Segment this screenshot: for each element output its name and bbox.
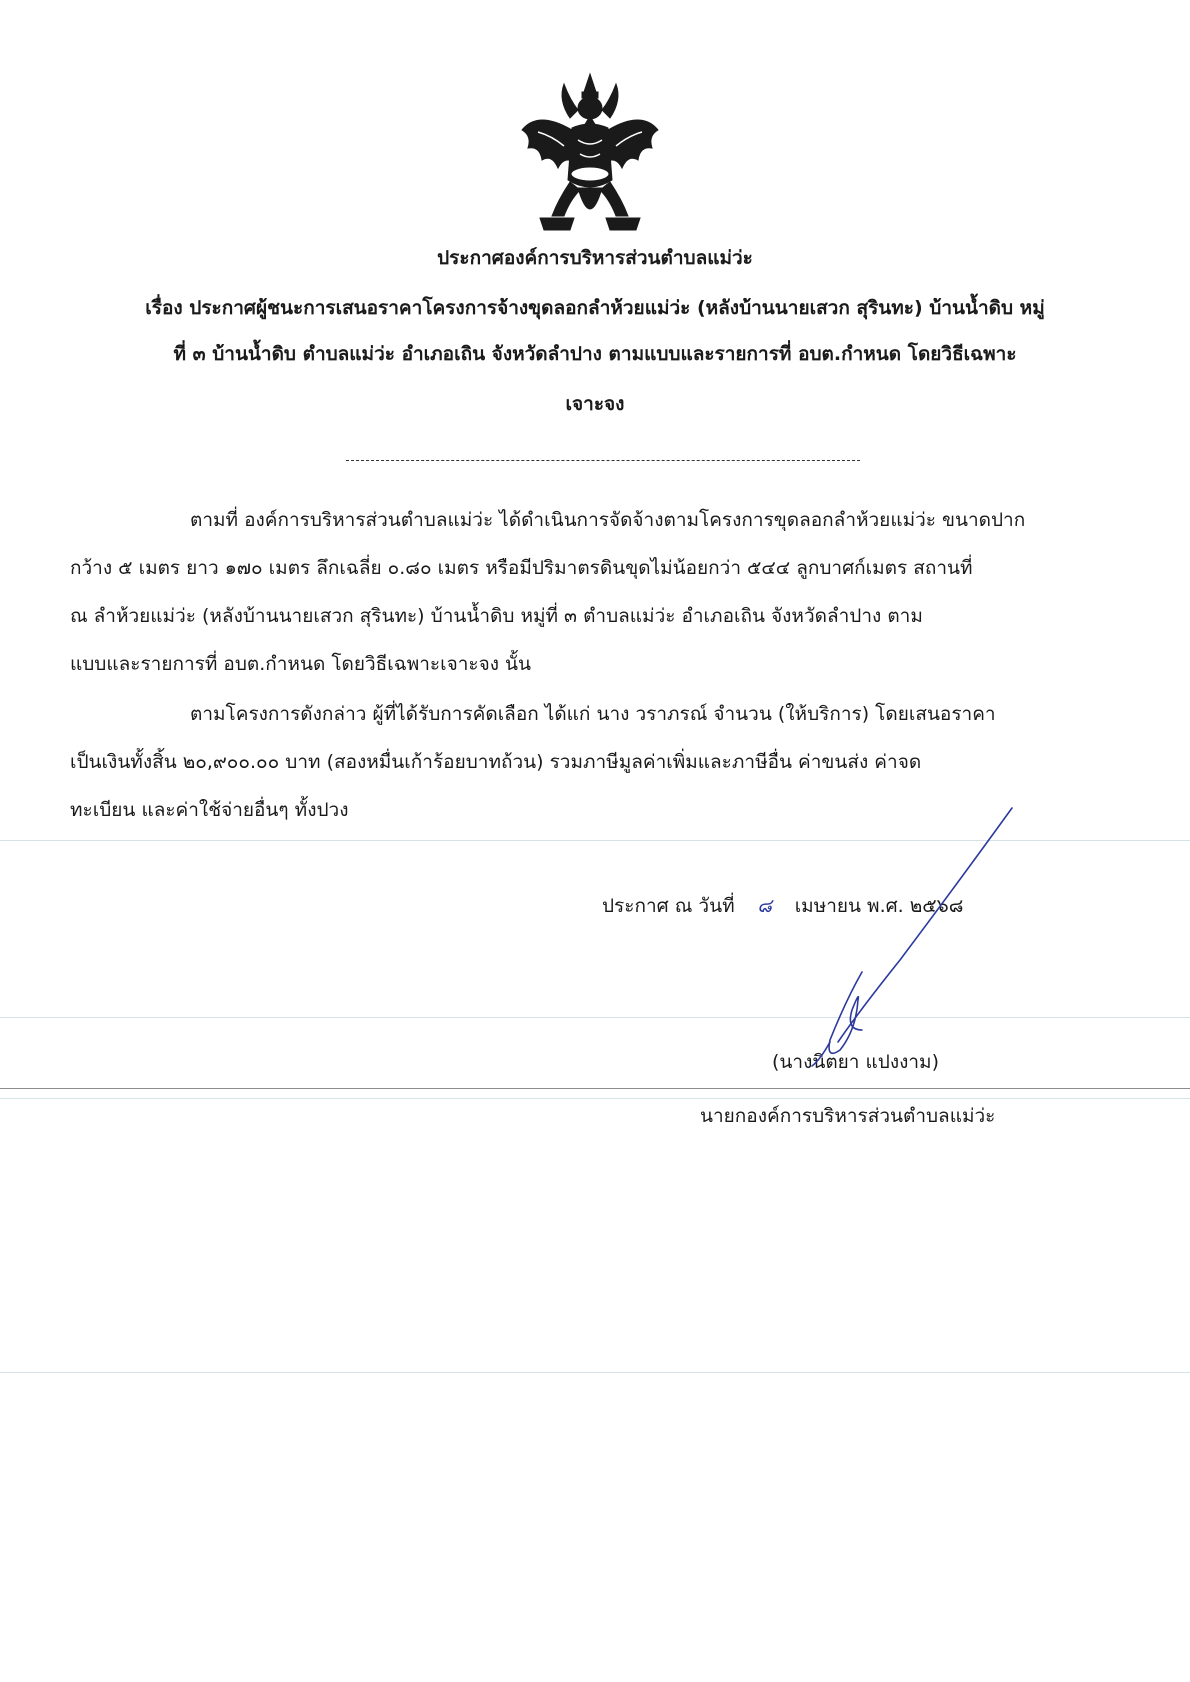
body-paragraph-line: ตามที่ องค์การบริหารส่วนตำบลแม่ว่ะ ได้ดำเนินการจัดจ้างตามโครงการขุดลอกลำห้วยแม่ว่ะ ขนาดปาก	[190, 509, 1026, 531]
scan-artifact-line	[0, 840, 1190, 841]
divider	[346, 460, 860, 461]
org-title: ประกาศองค์การบริหารส่วนตำบลแม่ว่ะ	[437, 247, 753, 269]
announce-prefix: ประกาศ ณ วันที่	[602, 895, 735, 917]
body-paragraph-line: ตามโครงการดังกล่าว ผู้ที่ได้รับการคัดเลือก ได้แก่ นาง วราภรณ์ จำนวน (ให้บริการ) โดยเสนอราคา	[190, 703, 996, 725]
subject-line: ที่ ๓ บ้านน้ำดิบ ตำบลแม่ว่ะ อำเภอเถิน จังหวัดลำปาง ตามแบบและรายการที่ อบต.กำหนด โดยวิธีเฉพาะ	[173, 343, 1017, 365]
scan-artifact-line	[0, 1088, 1190, 1089]
scan-artifact-line	[0, 1017, 1190, 1018]
announce-date-line	[602, 894, 963, 918]
body-paragraph-line: ณ ลำห้วยแม่ว่ะ (หลังบ้านนายเสวก สุรินทะ) บ้านน้ำดิบ หมู่ที่ ๓ ตำบลแม่ว่ะ อำเภอเถิน จังหวัดลำปาง ตาม	[70, 605, 923, 627]
body-paragraph-line: ทะเบียน และค่าใช้จ่ายอื่นๆ ทั้งปวง	[70, 799, 349, 821]
body-paragraph-line: แบบและรายการที่ อบต.กำหนด โดยวิธีเฉพาะเจาะจง นั้น	[70, 653, 532, 675]
scan-artifact-line	[0, 1098, 1190, 1099]
scan-artifact-line	[0, 1372, 1190, 1373]
announce-month-year: เมษายน พ.ศ. ๒๕๖๘	[794, 895, 964, 917]
signer-title: นายกองค์การบริหารส่วนตำบลแม่ว่ะ	[700, 1105, 996, 1127]
body-paragraph-line: กว้าง ๕ เมตร ยาว ๑๗๐ เมตร ลึกเฉลี่ย ๐.๘๐ เมตร หรือมีปริมาตรดินขุดไม่น้อยกว่า ๕๔๔ ลูกบาศก์เมตร สถานที่	[70, 557, 973, 579]
garuda-emblem-icon	[518, 70, 662, 242]
announce-day: ๘	[757, 895, 772, 917]
subject-line: เรื่อง ประกาศผู้ชนะการเสนอราคาโครงการจ้างขุดลอกลำห้วยแม่ว่ะ (หลังบ้านนายเสวก สุรินทะ) บ้านน้ำดิบ หมู่	[145, 297, 1045, 319]
signer-name: (นางนิตยา แปงงาม)	[772, 1051, 939, 1073]
subject-line: เจาะจง	[565, 393, 625, 415]
body-paragraph-line: เป็นเงินทั้งสิ้น ๒๐,๙๐๐.๐๐ บาท (สองหมื่นเก้าร้อยบาทถ้วน) รวมภาษีมูลค่าเพิ่มและภาษีอื่น ค่าขนส่ง ค่าจด	[70, 751, 922, 773]
